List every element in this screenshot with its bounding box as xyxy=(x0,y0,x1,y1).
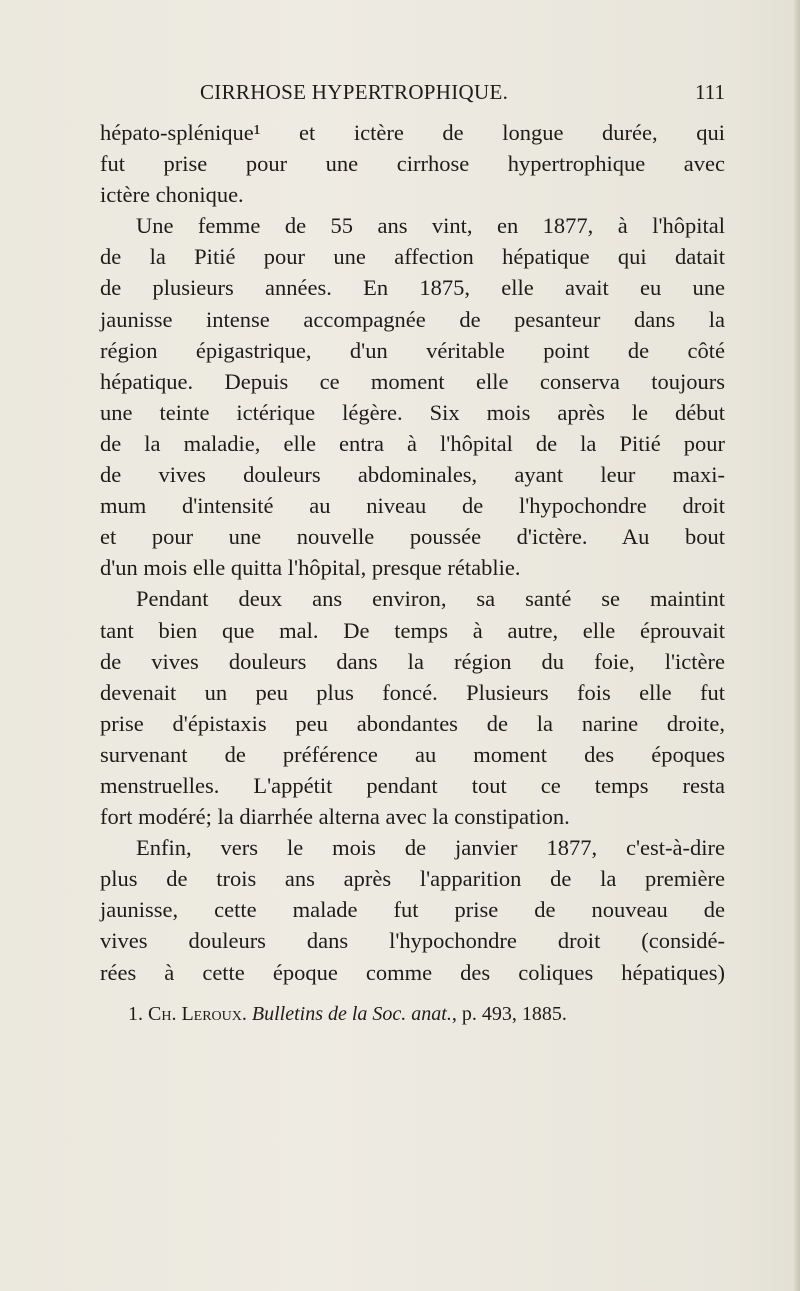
text-line: de vives douleurs abdominales, ayant leur maxi- xyxy=(100,462,725,488)
text-line: vives douleurs dans l'hypochondre droit (considé- xyxy=(100,928,725,954)
text-line: jaunisse intense accompagnée de pesanteur dans la xyxy=(100,306,725,332)
text-line: devenait un peu plus foncé. Plusieurs fois elle fut xyxy=(100,679,725,705)
footnote-number: 1. xyxy=(128,1003,148,1025)
page-edge xyxy=(794,0,800,1291)
text-line: de plusieurs années. En 1875, elle avait eu une xyxy=(100,275,725,301)
footnote-author: Ch. Leroux. xyxy=(148,1003,247,1025)
text-line: de vives douleurs dans la région du foie, l'ictère xyxy=(100,648,725,674)
page-number: 111 xyxy=(695,80,725,104)
text-line: d'un mois elle quitta l'hôpital, presque rétablie. xyxy=(100,555,521,581)
text-line: Enfin, vers le mois de janvier 1877, c'est-à-dire xyxy=(136,835,725,861)
text-line: Pendant deux ans environ, sa santé se maintint xyxy=(136,586,725,612)
text-line: et pour une nouvelle poussée d'ictère. Au bout xyxy=(100,524,725,550)
text-line: hépatique. Depuis ce moment elle conserva toujours xyxy=(100,368,725,394)
text-line: de la maladie, elle entra à l'hôpital de la Pitié pour xyxy=(100,430,725,456)
text-line: prise d'épistaxis peu abondantes de la narine droite, xyxy=(100,710,725,736)
text-line: jaunisse, cette malade fut prise de nouveau de xyxy=(100,897,725,923)
text-line: tant bien que mal. De temps à autre, elle éprouvait xyxy=(100,617,725,643)
text-line: rées à cette époque comme des coliques hépatiques) xyxy=(100,959,725,985)
text-line: plus de trois ans après l'apparition de la première xyxy=(100,866,725,892)
text-line: de la Pitié pour une affection hépatique qui datait xyxy=(100,244,725,270)
page-header xyxy=(100,80,725,110)
text-line: mum d'intensité au niveau de l'hypochondre droit xyxy=(100,493,725,519)
text-line: survenant de préférence au moment des époques xyxy=(100,741,725,767)
footnote-reference: , p. 493, 1885. xyxy=(451,1003,567,1025)
body-text xyxy=(100,117,725,988)
text-line: région épigastrique, d'un véritable point de côté xyxy=(100,337,725,363)
text-line: fut prise pour une cirrhose hypertrophique avec xyxy=(100,151,725,177)
text-line: ictère chonique. xyxy=(100,182,244,208)
text-line: Une femme de 55 ans vint, en 1877, à l'hôpital xyxy=(136,213,725,239)
text-line: fort modéré; la diarrhée alterna avec la constipation. xyxy=(100,804,570,830)
footnote xyxy=(128,1003,728,1026)
running-title: CIRRHOSE HYPERTROPHIQUE. xyxy=(200,80,509,104)
text-line: hépato-splénique¹ et ictère de longue durée, qui xyxy=(100,120,725,145)
text-line: menstruelles. L'appétit pendant tout ce temps resta xyxy=(100,772,725,798)
footnote-journal: Bulletins de la Soc. anat. xyxy=(251,1003,452,1025)
text-line: une teinte ictérique légère. Six mois après le début xyxy=(100,399,725,425)
